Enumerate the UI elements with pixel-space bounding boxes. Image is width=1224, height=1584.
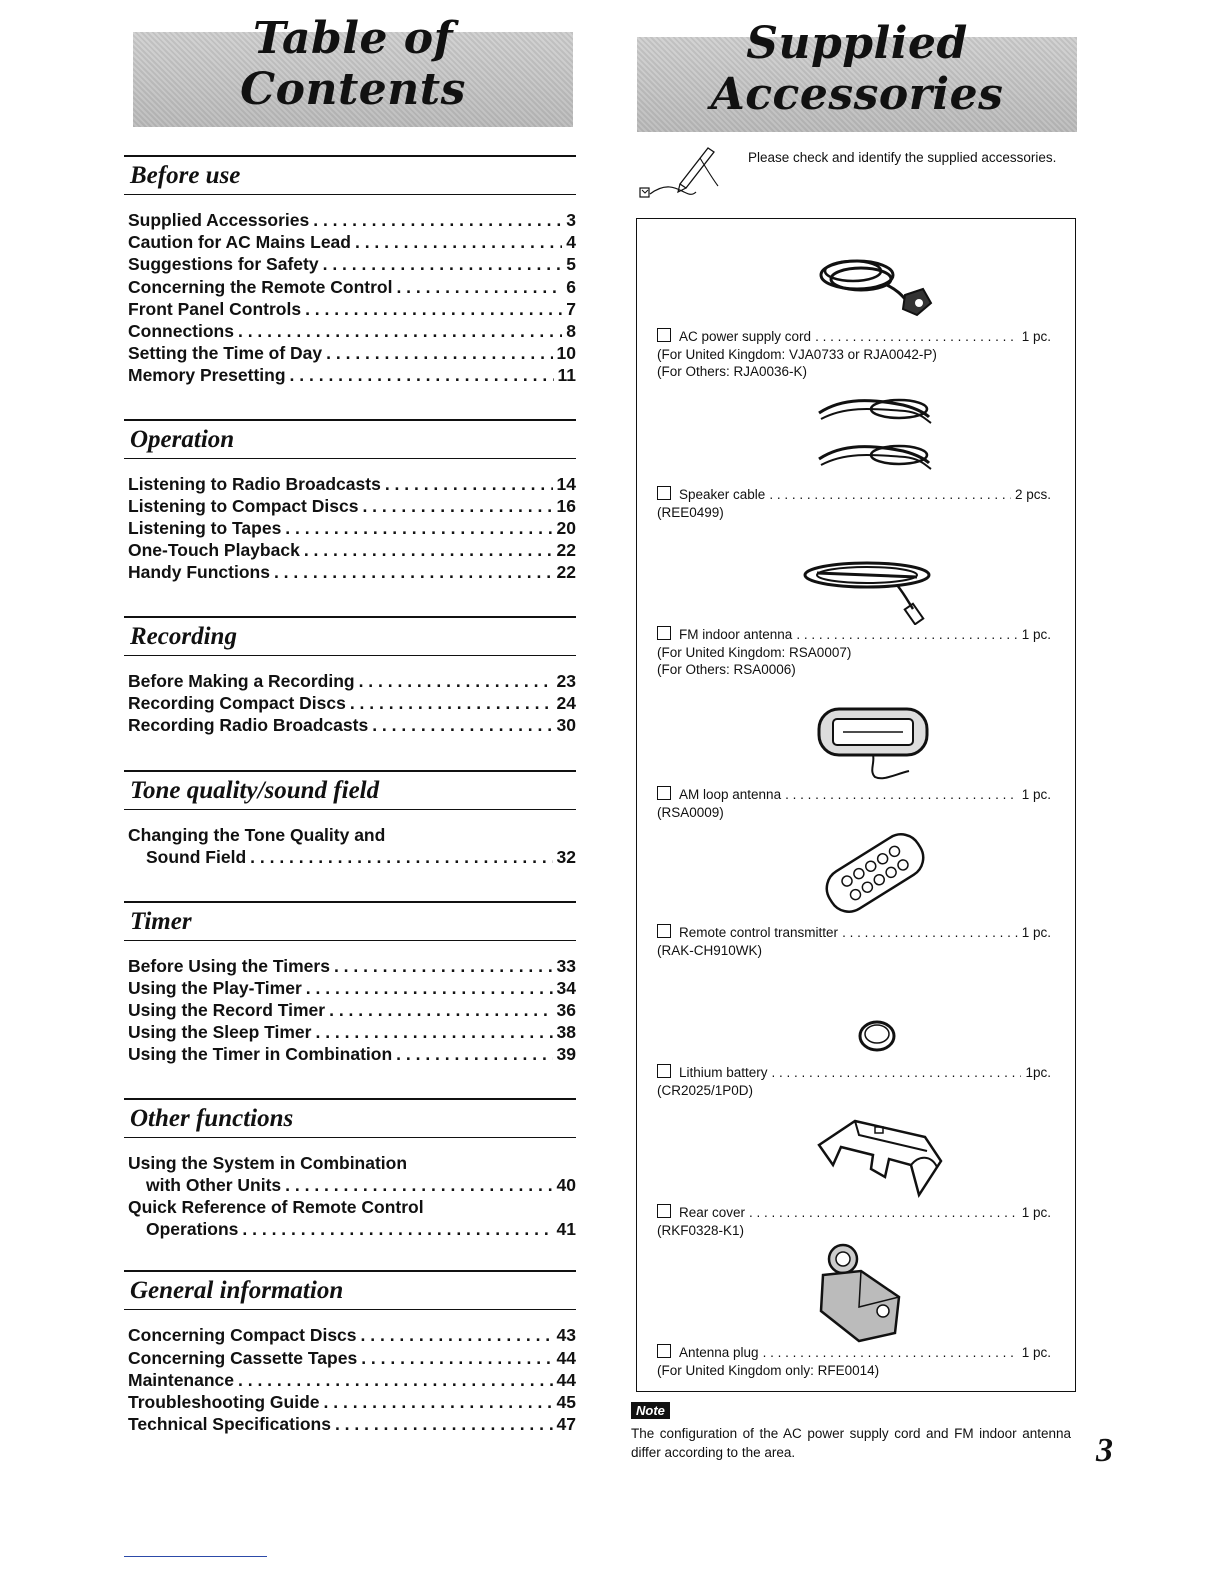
toc-entry-page: 20 <box>556 518 576 539</box>
toc-entry-label: Listening to Compact Discs <box>128 495 359 516</box>
toc-section-heading: Tone quality/sound field <box>124 770 576 810</box>
accessory-detail: (For United Kingdom: RSA0007) <box>657 644 852 660</box>
accessories-intro: Please check and identify the supplied accessories. <box>748 150 1057 165</box>
accessories-banner <box>637 18 1077 132</box>
accessory-item <box>657 327 1051 381</box>
toc-entry-page: 14 <box>556 473 576 494</box>
dot-leader <box>315 1021 552 1043</box>
toc-entry[interactable] <box>128 209 576 231</box>
accessory-name: Antenna plug <box>679 1345 759 1360</box>
toc-entry[interactable] <box>128 824 576 846</box>
toc-section <box>124 419 576 584</box>
toc-entry-page: 7 <box>566 298 576 319</box>
toc-entry-page: 3 <box>566 210 576 230</box>
dot-leader <box>372 714 552 736</box>
note-badge: Note <box>631 1402 670 1419</box>
toc-entry-page: 38 <box>556 1022 576 1043</box>
toc-entry-label: Recording Compact Discs <box>128 692 346 713</box>
accessory-item <box>657 485 1051 521</box>
toc-entry-label: Sound Field <box>146 847 247 868</box>
pen-writing-icon <box>636 142 724 202</box>
toc-entry-page: 47 <box>556 1414 576 1435</box>
toc-entry-label: Listening to Tapes <box>128 518 282 539</box>
toc-entry[interactable] <box>128 276 576 298</box>
accessory-detail: (For United Kingdom only: RFE0014) <box>657 1362 880 1378</box>
toc-entry[interactable] <box>128 846 576 868</box>
ac-power-cord-icon <box>807 245 937 325</box>
toc-entry-label: Concerning Compact Discs <box>128 1325 357 1346</box>
toc-entry-label: Troubleshooting Guide <box>128 1392 320 1413</box>
toc-entry-page: 33 <box>556 955 576 976</box>
accessory-detail: (For Others: RJA0036-K) <box>657 364 808 379</box>
toc-section-heading: Other functions <box>124 1098 576 1138</box>
toc-entry-page: 10 <box>556 343 576 364</box>
checkbox[interactable] <box>657 1204 671 1218</box>
toc-entry-label: Using the Timer in Combination <box>128 1044 393 1065</box>
checkbox[interactable] <box>657 786 671 800</box>
toc-entry-label: Operations <box>146 1219 239 1240</box>
dot-leader <box>238 1369 553 1391</box>
toc-entry-page: 22 <box>556 562 576 583</box>
accessory-name: Rear cover <box>679 1205 746 1220</box>
toc-entry-label: Using the System in Combination <box>128 1152 408 1173</box>
accessory-detail: (CR2025/1P0D) <box>657 1082 754 1098</box>
toc-entry-label: Caution for AC Mains Lead <box>128 232 351 253</box>
toc-entry[interactable] <box>128 1391 576 1413</box>
toc-section-heading: Operation <box>124 419 576 459</box>
accessory-detail: (RKF0328-K1) <box>657 1222 745 1238</box>
toc-section <box>124 770 576 868</box>
toc-entry-label: Using the Record Timer <box>128 1000 326 1021</box>
dot-leader <box>385 473 553 495</box>
accessory-qty: 1 pc. <box>1021 925 1051 940</box>
dot-leader <box>396 1043 552 1065</box>
toc-entry-label: Using the Play-Timer <box>128 977 302 998</box>
dot-leader <box>396 276 562 298</box>
accessory-qty: 1 pc. <box>1021 787 1051 802</box>
toc-entry[interactable] <box>128 342 576 364</box>
dot-leader <box>242 1218 552 1240</box>
toc-section <box>124 616 576 737</box>
toc-entry-page: 6 <box>566 276 576 297</box>
toc-entry-page: 11 <box>557 365 576 386</box>
dot-leader <box>326 342 552 364</box>
toc-entry[interactable] <box>128 1369 576 1391</box>
toc-entry[interactable] <box>128 539 576 561</box>
toc-entry-page: 24 <box>556 692 576 713</box>
accessory-name: Remote control transmitter <box>679 925 839 940</box>
accessory-name: FM indoor antenna <box>679 627 793 642</box>
dot-leader <box>355 231 562 253</box>
antenna-plug-icon <box>815 1241 909 1345</box>
toc-section <box>124 1270 576 1435</box>
dot-leader <box>361 1324 553 1346</box>
toc-entry[interactable] <box>128 670 576 692</box>
accessory-item <box>657 785 1051 821</box>
toc-entry[interactable] <box>128 1043 576 1065</box>
accessory-detail: (RAK-CH910WK) <box>657 942 763 958</box>
toc-entry-page: 30 <box>556 715 576 736</box>
dot-leader <box>324 1391 553 1413</box>
toc-entry-page: 36 <box>556 1000 576 1021</box>
toc-entry-label: Front Panel Controls <box>128 298 302 319</box>
checkbox[interactable] <box>657 924 671 938</box>
toc-section <box>124 901 576 1066</box>
accessory-name: Speaker cable <box>679 487 766 502</box>
toc-entry-page: 23 <box>556 670 576 691</box>
toc-entry-label: Handy Functions <box>128 562 270 583</box>
toc-entry[interactable] <box>128 1021 576 1043</box>
lithium-battery-icon <box>857 1019 897 1053</box>
toc-entry-label: Before Using the Timers <box>128 955 330 976</box>
toc-entry-label: Memory Presetting <box>128 365 286 386</box>
toc-entry-page: 44 <box>556 1369 576 1390</box>
accessory-item <box>657 923 1051 959</box>
toc-section-heading: Recording <box>124 616 576 656</box>
toc-entry[interactable] <box>128 999 576 1021</box>
toc-entry[interactable] <box>128 1413 576 1435</box>
dot-leader <box>304 539 553 561</box>
toc-entry-label: Before Making a Recording <box>128 670 355 691</box>
dot-leader <box>323 253 563 275</box>
toc-entry[interactable] <box>128 298 576 320</box>
accessory-detail: (RSA0009) <box>657 804 724 820</box>
toc-entry-page: 34 <box>556 977 576 998</box>
dot-leader <box>359 670 553 692</box>
toc-title: Table of Contents <box>240 13 466 115</box>
accessory-name: AM loop antenna <box>679 787 782 802</box>
fm-antenna-icon <box>797 551 937 625</box>
toc-entry-page: 45 <box>556 1392 576 1413</box>
toc-entry[interactable] <box>128 561 576 583</box>
toc-entry[interactable] <box>128 1218 576 1240</box>
toc-entry[interactable] <box>128 714 576 736</box>
accessory-qty: 1 pc. <box>1021 1205 1051 1220</box>
toc-entry[interactable] <box>128 1174 576 1196</box>
toc-section-heading: Before use <box>124 155 576 195</box>
dot-leader <box>250 846 552 868</box>
remote-control-icon <box>813 823 937 923</box>
toc-entry-label: Technical Specifications <box>128 1414 331 1435</box>
dot-leader <box>306 977 553 999</box>
toc-entry-page: 5 <box>566 254 576 275</box>
toc-section <box>124 155 576 387</box>
accessory-qty: 1pc. <box>1025 1065 1051 1080</box>
accessory-item <box>657 625 1051 679</box>
toc-entry-page: 8 <box>566 321 576 342</box>
toc-entry-label: Maintenance <box>128 1369 234 1390</box>
toc-entry-page: 44 <box>556 1347 576 1368</box>
dot-leader <box>334 955 553 977</box>
toc-entry-page: 40 <box>556 1174 576 1195</box>
speaker-cable-icon <box>813 387 937 483</box>
toc-entry-page: 32 <box>556 847 576 868</box>
toc-entry[interactable] <box>128 231 576 253</box>
toc-entry-page: 39 <box>556 1044 576 1065</box>
toc-entry[interactable] <box>128 364 576 386</box>
dot-leader <box>350 692 553 714</box>
accessory-qty: 1 pc. <box>1021 329 1051 344</box>
toc-entry[interactable] <box>128 253 576 275</box>
toc-entry[interactable] <box>128 320 576 342</box>
checkbox[interactable] <box>657 626 671 640</box>
accessory-qty: 2 pcs. <box>1014 487 1051 502</box>
table-of-contents <box>124 155 576 1436</box>
toc-entry[interactable] <box>128 1196 576 1218</box>
dot-leader <box>335 1413 553 1435</box>
footer-rule <box>124 1556 267 1557</box>
accessories-title: Supplied Accessories <box>710 18 1004 120</box>
accessory-detail: (For United Kingdom: VJA0733 or RJA0042-P) <box>657 346 937 362</box>
dot-leader <box>362 495 552 517</box>
toc-entry[interactable] <box>128 517 576 539</box>
accessory-name: Lithium battery <box>679 1065 768 1080</box>
toc-entry-label: Quick Reference of Remote Control <box>128 1197 424 1218</box>
toc-section-heading: General information <box>124 1270 576 1310</box>
toc-entry-label: Concerning the Remote Control <box>128 276 393 297</box>
toc-entry-label: Concerning Cassette Tapes <box>128 1347 358 1368</box>
toc-entry[interactable] <box>128 955 576 977</box>
toc-entry[interactable] <box>128 1347 576 1369</box>
toc-entry[interactable] <box>128 692 576 714</box>
toc-entry-label: Recording Radio Broadcasts <box>128 715 369 736</box>
toc-entry-page: 43 <box>556 1325 576 1346</box>
accessory-qty: 1 pc. <box>1021 627 1051 642</box>
accessory-detail: (REE0499) <box>657 504 724 520</box>
toc-section-heading: Timer <box>124 901 576 941</box>
checkbox[interactable] <box>657 1344 671 1358</box>
toc-entry[interactable] <box>128 473 576 495</box>
accessory-item <box>657 1063 1051 1099</box>
accessory-qty: 1 pc. <box>1021 1345 1051 1360</box>
checkbox[interactable] <box>657 328 671 342</box>
checkbox[interactable] <box>657 1064 671 1078</box>
toc-entry-page: 16 <box>556 495 576 516</box>
toc-banner <box>133 13 573 127</box>
rear-cover-icon <box>815 1115 945 1199</box>
toc-entry-label: with Other Units <box>146 1174 282 1195</box>
dot-leader <box>285 517 552 539</box>
toc-entry-label: Supplied Accessories <box>128 210 310 230</box>
page-number: 3 <box>1096 1432 1113 1469</box>
toc-entry-page: 41 <box>556 1219 576 1240</box>
toc-entry-label: Listening to Radio Broadcasts <box>128 473 381 494</box>
toc-entry-page: 22 <box>556 540 576 561</box>
toc-entry-page: 4 <box>566 232 576 253</box>
toc-section <box>124 1098 576 1241</box>
toc-entry-label: Connections <box>128 321 234 342</box>
toc-entry-label: One-Touch Playback <box>128 540 300 561</box>
toc-entry-label: Setting the Time of Day <box>128 343 323 364</box>
toc-entry[interactable] <box>128 1152 576 1174</box>
accessory-detail: (For Others: RSA0006) <box>657 662 796 677</box>
dot-leader <box>313 209 562 231</box>
accessory-name: AC power supply cord <box>679 329 812 344</box>
dot-leader <box>238 320 562 342</box>
checkbox[interactable] <box>657 486 671 500</box>
dot-leader <box>329 999 552 1021</box>
note-text: The configuration of the AC power supply cord and FM indoor antenna differ according to the area. <box>631 1426 1071 1460</box>
accessory-item <box>657 1343 1051 1379</box>
dot-leader <box>285 1174 552 1196</box>
toc-entry-label: Changing the Tone Quality and <box>128 825 386 846</box>
toc-entry[interactable] <box>128 977 576 999</box>
toc-entry-label: Using the Sleep Timer <box>128 1022 312 1043</box>
accessories-box <box>636 218 1076 1392</box>
dot-leader <box>274 561 553 583</box>
toc-entry[interactable] <box>128 1324 576 1346</box>
dot-leader <box>305 298 562 320</box>
dot-leader <box>290 364 554 386</box>
dot-leader <box>361 1347 552 1369</box>
toc-entry[interactable] <box>128 495 576 517</box>
toc-entry-label: Suggestions for Safety <box>128 254 319 275</box>
am-loop-antenna-icon <box>813 699 933 783</box>
accessory-item <box>657 1203 1051 1239</box>
